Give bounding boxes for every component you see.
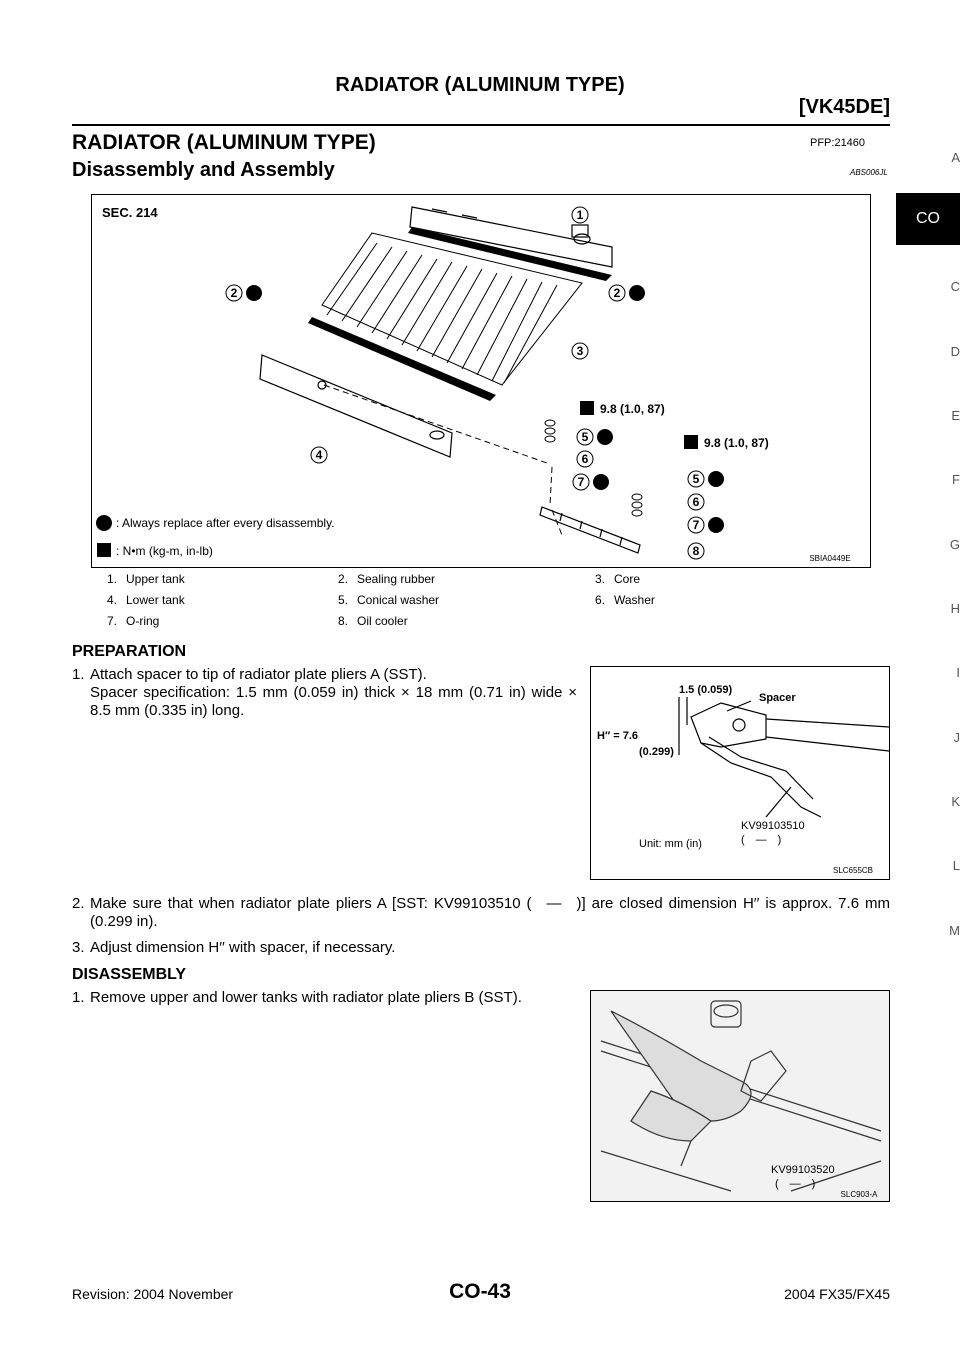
page-number: CO-43: [449, 1280, 511, 1303]
callout-5-upper: 5: [581, 430, 589, 444]
h-dim-inch: (0.299): [639, 746, 674, 758]
callout-2-left: 2: [230, 286, 238, 300]
pliers-tool-sub: ( — ): [741, 834, 782, 846]
h-dim-text: H″ = 7.6: [597, 730, 639, 742]
index-letter-g[interactable]: G: [949, 537, 960, 552]
spacer-dim-text: 1.5 (0.059): [679, 684, 733, 696]
disassembly-heading: DISASSEMBLY: [72, 966, 187, 983]
radiator-core-drawing: [322, 233, 582, 385]
index-letter-l[interactable]: L: [952, 858, 960, 873]
figure2-id: SLC655CB: [832, 866, 874, 875]
section-title: RADIATOR (ALUMINUM TYPE): [72, 131, 376, 154]
subsection-code: ABS006JL: [850, 168, 888, 177]
callout-1: 1: [576, 208, 584, 222]
parts-list: [107, 568, 827, 631]
footer-model: 2004 FX35/FX45: [784, 1286, 890, 1302]
unit-label: Unit: mm (in): [639, 838, 702, 850]
callout-6-upper: 6: [581, 452, 589, 466]
figure3-id: SLC903-A: [840, 1190, 878, 1199]
callout-7-upper: 7: [577, 475, 585, 489]
spacer-label: Spacer: [759, 692, 796, 704]
callout-7-lower: 7: [692, 518, 700, 532]
preparation-heading: PREPARATION: [72, 643, 187, 660]
parts-row: 7. O-ring 8. Oil cooler: [107, 613, 408, 628]
index-letter-d[interactable]: D: [950, 344, 960, 359]
legend-torque-text: : N•m (kg-m, in-lb): [116, 544, 213, 558]
running-header-model: [VK45DE]: [798, 96, 890, 118]
index-letter-a[interactable]: A: [951, 150, 960, 165]
callout-6-lower: 6: [692, 495, 700, 509]
header-rule: [72, 124, 890, 126]
index-letter-k[interactable]: K: [951, 794, 960, 809]
upper-sealing-rubber-drawing: [408, 227, 612, 281]
preparation-step-2: 2. Make sure that when radiator plate pliers A [SST: KV99103510 ( — )] are closed dimension H′′ is approx. 7.6 mm (0.299 in).: [72, 895, 890, 930]
figure-sec-label: SEC. 214: [102, 205, 158, 220]
photo-tool-sub: ( — ): [775, 1178, 816, 1190]
footer-revision: Revision: 2004 November: [72, 1286, 234, 1302]
index-letter-f[interactable]: F: [952, 472, 960, 487]
preparation-step-1: 1. Attach spacer to tip of radiator plate pliers A (SST). Spacer specification: 1.5 mm (0.059 in) thick × 18 mm (0.71 in) wide × 8.5 mm (0.335 in) long.: [72, 666, 577, 719]
parts-row: 1. Upper tank 2. Sealing rubber 3. Core: [107, 571, 641, 586]
running-header-title: RADIATOR (ALUMINUM TYPE): [335, 74, 625, 96]
callout-2-right: 2: [613, 286, 621, 300]
parts-row: 4. Lower tank 5. Conical washer 6. Washer: [107, 592, 655, 607]
disassembly-step-1: 1. Remove upper and lower tanks with radiator plate pliers B (SST).: [72, 989, 522, 1006]
index-letter-c[interactable]: C: [950, 279, 960, 294]
oil-cooler-drawing: [540, 507, 640, 553]
callout-5-lower: 5: [692, 472, 700, 486]
photo-drawing: [601, 1001, 881, 1191]
callout-4: 4: [315, 448, 323, 462]
legend-replace-text: : Always replace after every disassembly.: [116, 516, 335, 530]
pliers-spacer-figure: [590, 666, 890, 880]
torque-value-lower: 9.8 (1.0, 87): [704, 436, 769, 450]
photo-tool-number: KV99103520: [771, 1164, 835, 1176]
pliers-drawing: [679, 697, 889, 817]
preparation-step-3: 3. Adjust dimension H′′ with spacer, if necessary.: [72, 939, 396, 956]
index-letter-e[interactable]: E: [951, 408, 960, 423]
torque-value-upper: 9.8 (1.0, 87): [600, 402, 665, 416]
index-letter-m[interactable]: M: [949, 923, 960, 938]
section-index-sidebar: [890, 0, 960, 1358]
index-letter-h[interactable]: H: [950, 601, 960, 616]
index-letter-j[interactable]: J: [953, 730, 960, 745]
callout-3: 3: [576, 344, 584, 358]
section-code: PFP:21460: [810, 137, 866, 149]
radiator-exploded-figure: [91, 194, 871, 568]
pliers-tool-number: KV99103510: [741, 820, 805, 832]
callout-8: 8: [692, 544, 700, 558]
index-tab-co[interactable]: CO: [896, 193, 960, 245]
index-letter-i[interactable]: I: [956, 665, 960, 680]
tank-removal-photo: [590, 990, 890, 1202]
figure1-id: SBIA0449E: [809, 554, 851, 563]
subsection-title: Disassembly and Assembly: [72, 159, 335, 181]
